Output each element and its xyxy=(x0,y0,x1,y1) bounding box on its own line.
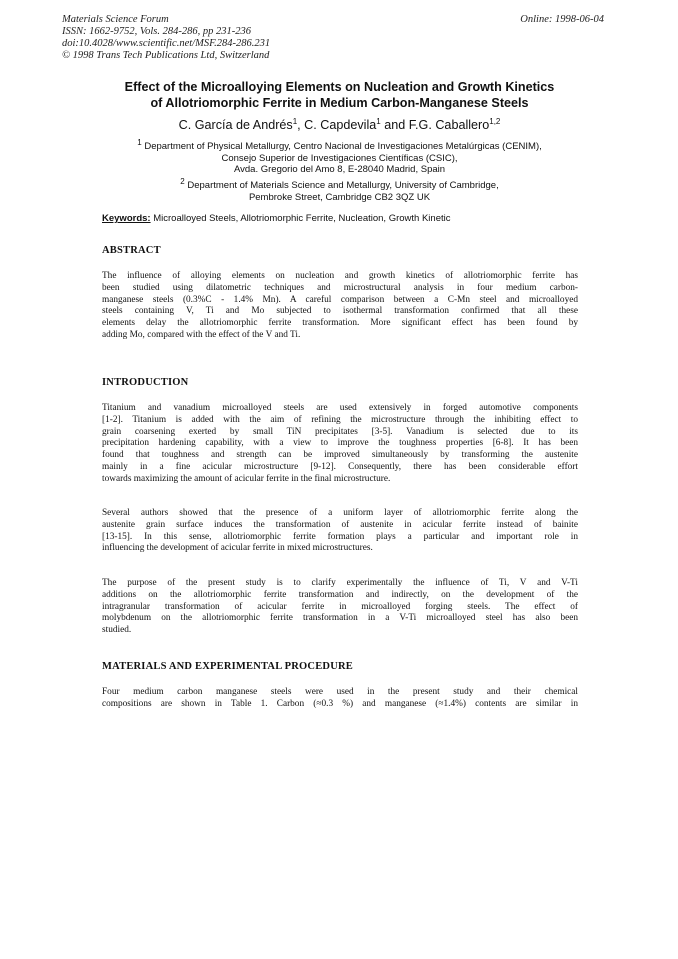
text-line: mainly in a fine acicular microstructure [9-12]. Consequently, there has been considerable effort xyxy=(102,461,578,472)
affiliation-1 xyxy=(62,137,617,176)
affiliation-line: Avda. Gregorio del Amo 8, E-28040 Madrid, Spain xyxy=(233,164,446,175)
text-line: towards maximizing the amount of acicular ferrite in the final microstructure. xyxy=(102,473,391,484)
journal-copyright: © 1998 Trans Tech Publications Ltd, Switzerland xyxy=(62,50,270,61)
text-line: steels containing V, Ti and Mo subjected to isothermal transformation confirmed that all these xyxy=(102,306,578,317)
keywords-label: Keywords: xyxy=(102,213,151,224)
author-separator: and xyxy=(380,118,409,132)
text-line: molybdenum on the allotriomorphic ferrite transformation in a V-Ti microalloyed steel has also been xyxy=(102,613,578,624)
journal-header xyxy=(62,14,270,62)
text-line: The influence of alloying elements on nucleation and growth kinetics of allotriomorphic ferrite has xyxy=(102,271,578,281)
author-name: C. García de Andrés xyxy=(178,118,293,132)
text-line: [1-2]. Titanium is added with the aim of refining the microstructure through the inhibiting effect to xyxy=(102,414,578,425)
text-line: Four medium carbon manganese steels were used in the present study and their chemical xyxy=(102,687,578,697)
author-affiliation-mark: 1,2 xyxy=(489,116,501,126)
abstract-heading: ABSTRACT xyxy=(102,245,161,256)
affiliation-line: Pembroke Street, Cambridge CB2 3QZ UK xyxy=(248,191,431,203)
text-line: manganese steels (0.3%C - 1.4% Mn). A careful comparison between a C-Mn steel and microalloyed xyxy=(102,294,578,305)
text-line: [13-15]. In this sense, allotriomorphic ferrite formation plays a particular and important role in xyxy=(102,531,578,542)
author-name: C. Capdevila xyxy=(304,118,377,132)
keywords xyxy=(102,213,450,225)
author-name: F.G. Caballero xyxy=(408,118,490,132)
author-list xyxy=(62,117,617,133)
introduction-heading: INTRODUCTION xyxy=(102,377,189,388)
journal-doi: doi:10.4028/www.scientific.net/MSF.284-286.231 xyxy=(62,38,271,49)
affiliation-line: Consejo Superior de Investigaciones Científicas (CSIC), xyxy=(221,152,458,164)
text-line: austenite grain surface induces the transformation of austenite in acicular ferrite instead of bainite xyxy=(102,519,578,530)
title-line-1: Effect of the Microalloying Elements on Nucleation and Growth Kinetics xyxy=(124,80,555,94)
affiliation-mark: 2 xyxy=(180,176,185,186)
author-affiliation-mark: 1 xyxy=(376,116,381,126)
materials-heading: MATERIALS AND EXPERIMENTAL PROCEDURE xyxy=(102,661,353,672)
text-line: grain coarsening exerted by small TiN precipitates [3-5]. Vanadium is selected due to its xyxy=(102,426,578,437)
text-line: studied. xyxy=(102,625,132,636)
text-line: additions on the allotriomorphic ferrite transformation and indirectly, on the development of the xyxy=(102,589,578,600)
affiliation-2 xyxy=(62,176,617,203)
keywords-text: Microalloyed Steels, Allotriomorphic Ferrite, Nucleation, Growth Kinetic xyxy=(153,213,451,224)
materials-text xyxy=(102,687,578,711)
text-line: elements delay the allotriomorphic ferrite transformation. More significant effect has been found by xyxy=(102,318,578,329)
author-separator: , xyxy=(297,118,305,132)
text-line: been studied using dilatometric techniques and microstructural analysis in four medium carbon- xyxy=(102,282,578,293)
text-line: Several authors showed that the presence of a uniform layer of allotriomorphic ferrite along the xyxy=(102,508,578,518)
text-line: influencing the development of acicular ferrite in mixed microstructures. xyxy=(102,543,373,554)
abstract-text xyxy=(102,271,578,342)
affiliation-mark: 1 xyxy=(137,137,142,147)
text-line: compositions are shown in Table 1. Carbon (≈0.3 %) and manganese (≈1.4%) contents are similar in xyxy=(102,698,578,709)
online-date: Online: 1998-06-04 xyxy=(520,14,604,25)
journal-name: Materials Science Forum xyxy=(62,14,169,25)
text-line: precipitation hardening capability, with a view to improve the toughness properties [6-8]. It has been xyxy=(102,438,578,449)
author-affiliation-mark: 1 xyxy=(292,116,298,126)
introduction-paragraph-1 xyxy=(102,403,578,486)
title-line-2: of Allotriomorphic Ferrite in Medium Carbon-Manganese Steels xyxy=(150,96,529,110)
text-line: found that toughness and strength can be improved simultaneously by transforming the austenite xyxy=(102,450,578,461)
introduction-paragraph-2 xyxy=(102,508,578,555)
text-line: adding Mo, compared with the effect of the V and Ti. xyxy=(102,329,301,340)
affiliation-line: Department of Materials Science and Metallurgy, University of Cambridge, xyxy=(187,180,499,191)
text-line: Titanium and vanadium microalloyed steels are used extensively in forged automotive components xyxy=(102,403,578,413)
text-line: intragranular transformation of acicular ferrite in microalloyed forging steels. The effect of xyxy=(102,601,578,612)
introduction-paragraph-3 xyxy=(102,578,578,637)
journal-issn: ISSN: 1662-9752, Vols. 284-286, pp 231-236 xyxy=(62,26,251,37)
paper-title xyxy=(62,79,617,111)
affiliation-line: Department of Physical Metallurgy, Centro Nacional de Investigaciones Metalúrgicas (CENIM), xyxy=(144,141,542,152)
text-line: The purpose of the present study is to clarify experimentally the influence of Ti, V and V-Ti xyxy=(102,578,578,588)
